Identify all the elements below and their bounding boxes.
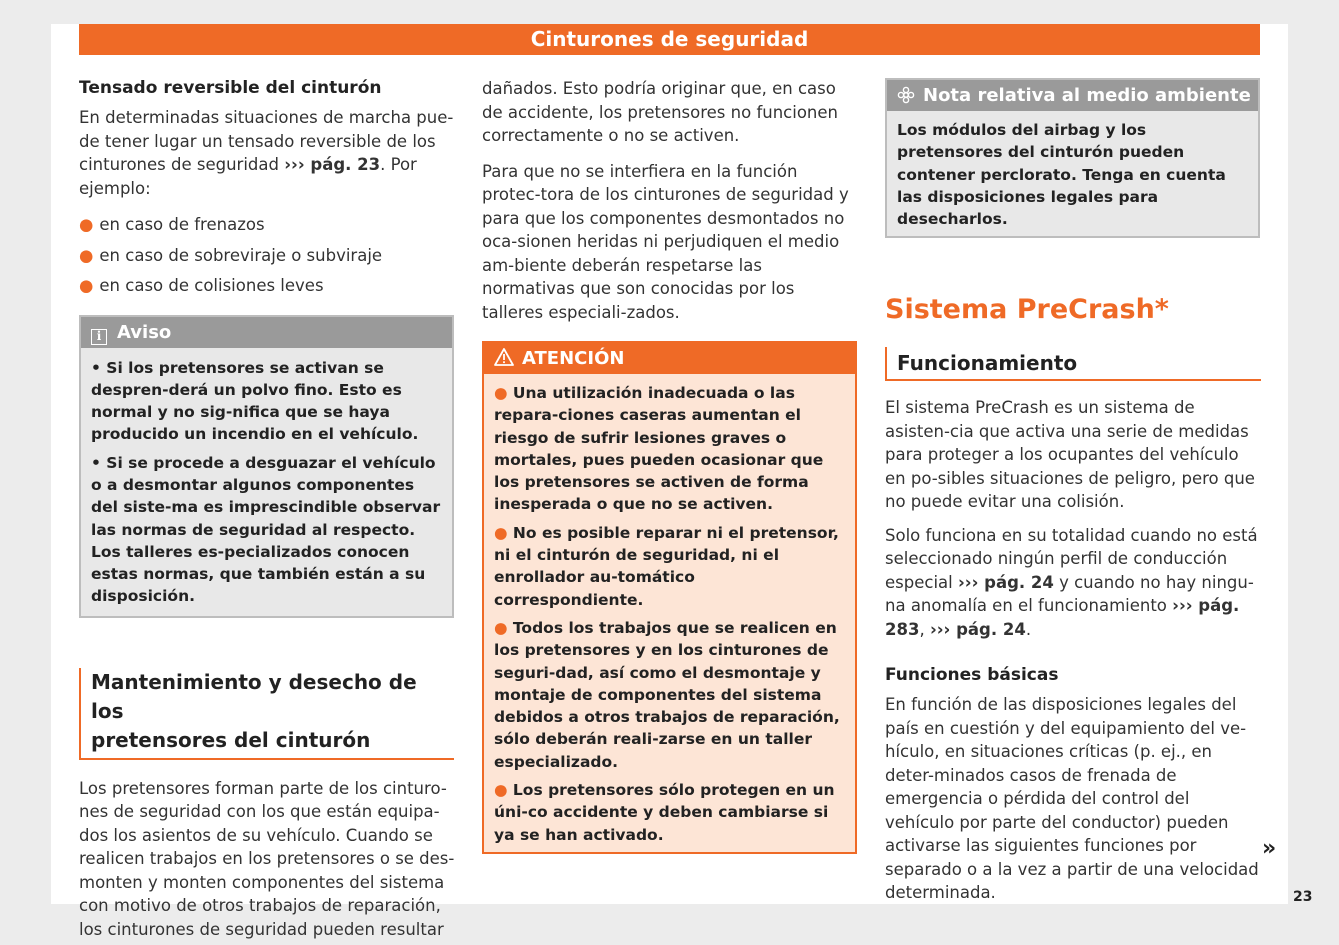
paragraph-mantenimiento: Los pretensores forman parte de los cinturo-nes de seguridad con los que están equipa-dos los asientos de su vehículo. Cuando se realicen trabajos en los pretensores o se des-monten y monten componentes del sistema con motivo de otros trabajos de reparación, los cinturones de seguridad pueden resultar	[79, 778, 455, 939]
section-title-line: pretensores del cinturón	[91, 727, 371, 752]
column-left	[79, 76, 454, 941]
atencion-item-text: No es posible reparar ni el pretensor, ni el cinturón de seguridad, ni el enrollador au-tomático correspondiente.	[494, 523, 839, 609]
page-reference-link[interactable]: ››› pág. 24	[929, 619, 1026, 639]
page-reference-link[interactable]: ››› pág. 283	[885, 596, 1240, 639]
continue-arrow-icon: »	[1262, 836, 1277, 861]
title-sistema-precrash: Sistema PreCrash*	[885, 294, 1169, 326]
list-item-text: en caso de frenazos	[99, 215, 265, 234]
atencion-body	[484, 374, 855, 852]
column-middle	[482, 76, 858, 854]
paragraph-precrash: El sistema PreCrash es un sistema de asisten-cia que activa una serie de medidas para proteger a los ocupantes del vehículo en po-sibles situaciones de peligro, pero que no puede evitar una colisión.	[885, 398, 1255, 512]
section-title-mantenimiento	[79, 668, 454, 760]
bullet-dot-icon: ●	[494, 781, 513, 800]
paragraph-text-end: .	[1025, 619, 1032, 639]
nota-body	[887, 111, 1258, 236]
column-right	[885, 76, 1261, 905]
subheading-tensado: Tensado reversible del cinturón	[79, 78, 382, 98]
bullet-dot-icon: ●	[494, 523, 513, 542]
list-item-text: en caso de colisiones leves	[99, 276, 324, 295]
list-item	[79, 241, 454, 272]
warning-triangle-icon	[494, 343, 514, 374]
atencion-item-text: Los pretensores sólo protegen en un úni-co accidente y deben cambiarse si ya se han activado.	[494, 781, 835, 844]
bullet-dot-icon: ●	[79, 276, 94, 295]
section-title-line: Mantenimiento y desecho de los	[91, 669, 417, 723]
paragraph-text: y cuando no hay ningu-na anomalía en el funcionamiento	[885, 572, 1254, 616]
atencion-title: ATENCIÓN	[522, 348, 625, 369]
atencion-item	[494, 382, 845, 516]
aviso-body	[81, 348, 452, 616]
paragraph-funcionamiento	[885, 524, 1261, 642]
aviso-item: • Si los pretensores se activan se despren-derá un polvo fino. Esto es normal y no sig-nifica que se haya producido un incendio en el vehículo.	[91, 358, 419, 444]
nota-text: Los módulos del airbag y los pretensores del cinturón pueden contener perclorato. Tenga en cuenta las disposiciones legales para desecharlos.	[897, 121, 1226, 229]
aviso-title: Aviso	[117, 321, 172, 343]
paragraph-danados: dañados. Esto podría originar que, en caso de accidente, los pretensores no funcionen correctamente o no se activen.	[482, 79, 838, 145]
bullet-dot-icon: ●	[494, 384, 513, 402]
flower-icon	[897, 80, 915, 111]
list-item-text: en caso de sobreviraje o subviraje	[99, 245, 383, 265]
paragraph-text: Solo funciona en su totalidad cuando no está seleccionado ningún perfil de conducción especial	[885, 525, 1258, 592]
page-reference-link[interactable]: ››› pág. 24	[957, 572, 1054, 592]
atencion-item-text: Una utilización inadecuada o las repara-ciones caseras aumentan el riesgo de sufrir lesiones graves o mortales, pues pueden ocasionar que los pretensores se activen de forma inesperada o que no se activen.	[494, 384, 824, 514]
atencion-item-text: Todos los trabajos que se realicen en los pretensores y en los cinturones de seguri-dad, así como el desmontaje y montaje de componentes del sistema debidos a otros trabajos de reparación, sólo deberán reali-zarse en un taller especializado.	[494, 618, 840, 771]
page-number: 23	[1293, 889, 1313, 905]
atencion-box	[482, 341, 857, 854]
paragraph-text-end: . Por ejemplo:	[79, 155, 417, 198]
aviso-item: • Si se procede a desguazar el vehículo o a desmontar algunos componentes del siste-ma es imprescindible observar las normas de seguridad al respecto. Los talleres es-pecializados conocen estas normas, que también están a su disposición.	[91, 453, 441, 606]
aviso-header	[81, 317, 452, 348]
paragraph-separator: ,	[919, 619, 930, 639]
nota-title: Nota relativa al medio ambiente	[923, 85, 1251, 106]
bullet-dot-icon: ●	[79, 215, 94, 234]
list-item	[79, 271, 454, 302]
atencion-item	[494, 779, 845, 846]
nota-ambiente-box	[885, 78, 1260, 238]
subheading-funciones-basicas: Funciones básicas	[885, 665, 1059, 686]
section-title-funcionamiento: Funcionamiento	[885, 347, 1261, 381]
bullet-list	[79, 210, 454, 302]
page-reference-link[interactable]: ››› pág. 23	[284, 155, 381, 174]
bullet-dot-icon: ●	[79, 245, 94, 265]
list-item	[79, 210, 454, 241]
atencion-header	[484, 343, 855, 374]
paragraph-text: En determinadas situaciones de marcha pue-de tener lugar un tensado reversible de los cinturones de seguridad	[79, 108, 454, 174]
nota-header	[887, 80, 1258, 111]
paragraph-normativas: Para que no se interfiera en la función protec-tora de los cinturones de seguridad y para que los componentes desmontados no oca-sionen heridas ni perjudiquen el medio am-biente deberán respetarse las normativas que son conocidas por los talleres especiali-zados.	[482, 161, 849, 322]
paragraph-funciones: En función de las disposiciones legales del país en cuestión y del equipamiento del ve-hículo, en situaciones críticas (p. ej., en deter-minados casos de frenada de emergencia o pérdida del control del vehículo por parte del conductor) pueden activarse las siguientes funciones por separado o a la vez a partir de una velocidad determinada.	[885, 695, 1259, 903]
paragraph-tensado	[79, 106, 455, 200]
page-header: Cinturones de seguridad	[79, 24, 1260, 55]
atencion-item	[494, 522, 845, 611]
bullet-dot-icon: ●	[494, 618, 513, 637]
aviso-box	[79, 315, 454, 618]
info-icon: i	[91, 329, 107, 345]
atencion-item	[494, 617, 845, 773]
